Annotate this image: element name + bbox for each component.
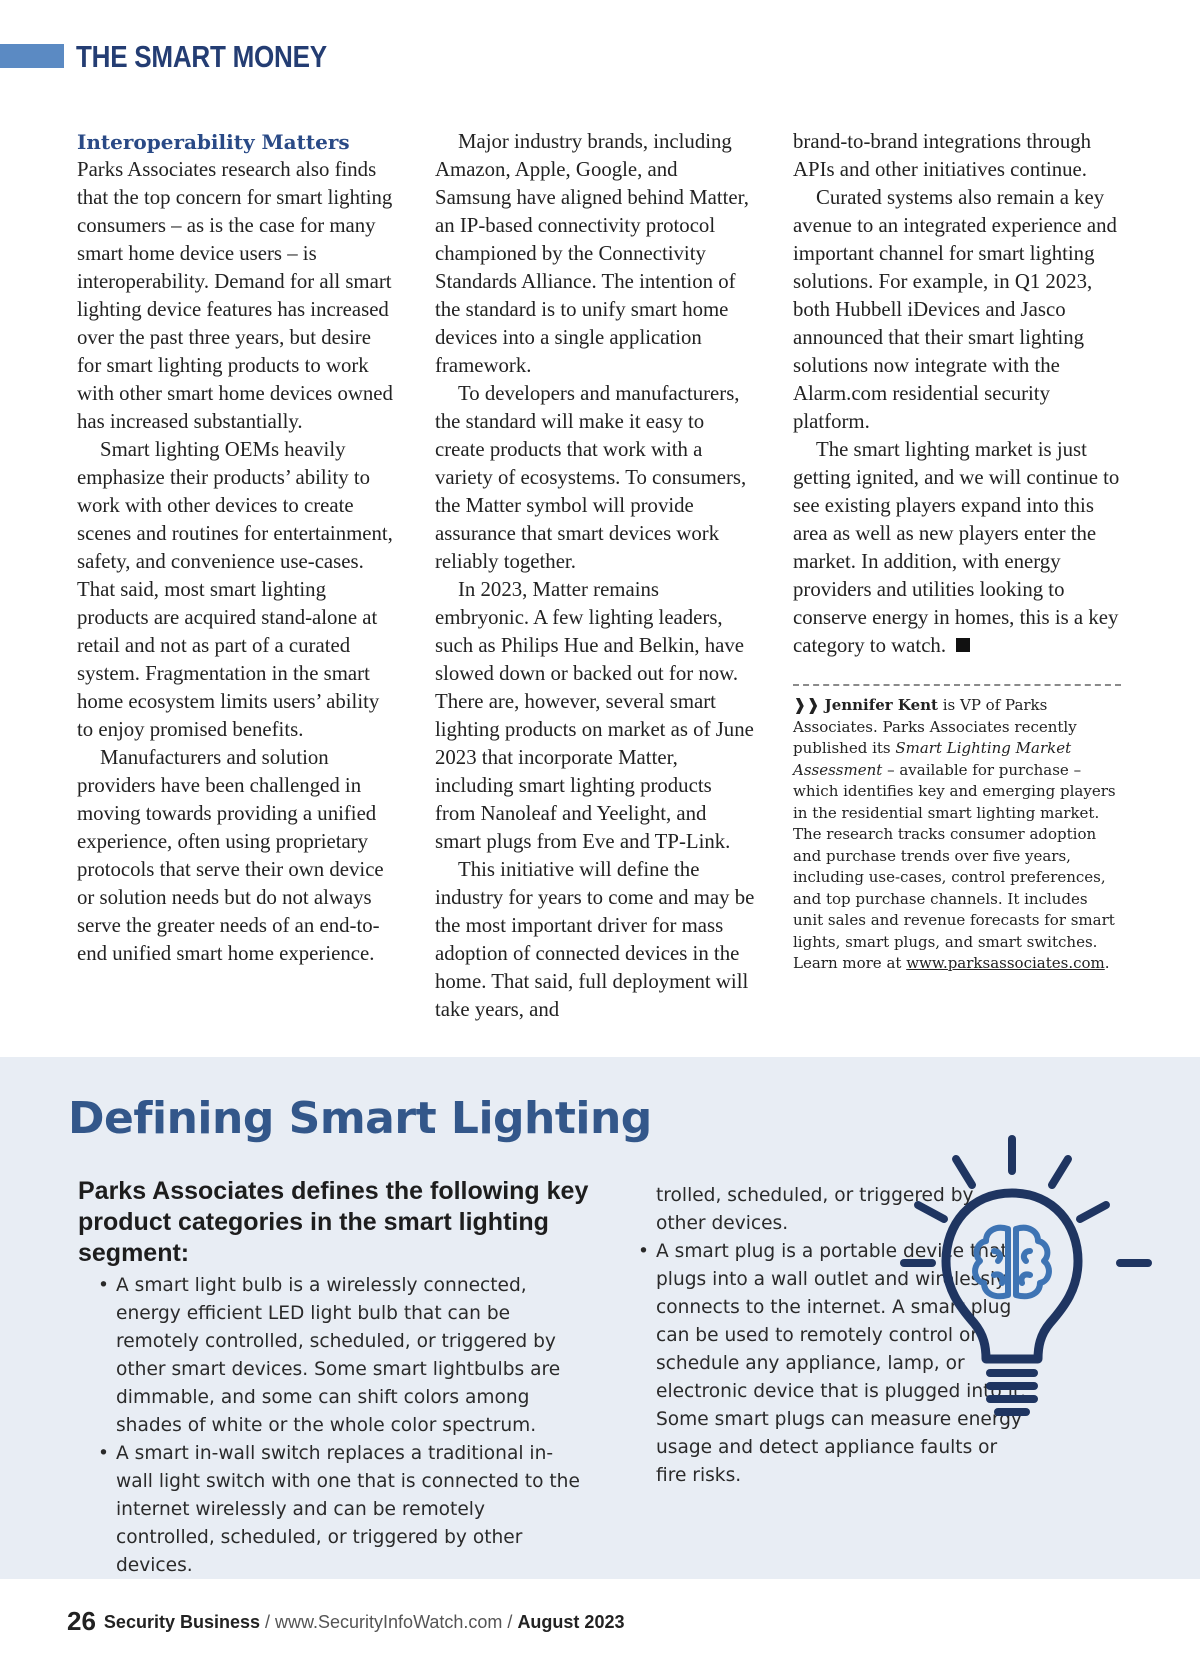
footer-separator: / [260, 1612, 276, 1632]
list-item [98, 1440, 588, 1576]
section-title: THE SMART MONEY [76, 39, 327, 74]
paragraph: To developers and manufacturers, the standard will make it easy to create products that work with a variety of ecosystems. To consumers, the Matter symbol will provide assurance that smart devices work reliably together. [435, 382, 747, 573]
bullet-icon: • [638, 1241, 649, 1262]
paragraph: Parks Associates research also finds that the top concern for smart lighting consumers – as is the case for many smart home device users – is interoperability. Demand for all smart lighting device features has increased over the past three years, but desire for smart lighting products to work with other smart home devices owned has increased substantially. [77, 158, 393, 433]
paragraph: In 2023, Matter remains embryonic. A few lighting leaders, such as Philips Hue and Belkin, have slowed down or backed out for now. There are, however, several smart lighting products on market as of June 2023 that incorporate Matter, including smart lighting products from Nanoleaf and Yeelight, and smart plugs from Eve and TP-Link. [435, 578, 754, 853]
author-name: Jennifer Kent [824, 696, 938, 714]
magazine-name: Security Business [103, 1612, 260, 1632]
list-item-text: A smart in-wall switch replaces a traditional in-wall light switch with one that is connected to the internet wirelessly and can be remotely controlled, scheduled, or triggered by other devices. [116, 1443, 580, 1576]
paragraph: Manufacturers and solution providers have been challenged in moving towards providing a unified experience, often using proprietary protocols that serve their own device or solution needs but do not always serve the greater needs of an end-to-end unified smart home experience. [77, 746, 384, 965]
bio-period: . [1104, 954, 1110, 972]
paragraph: Curated systems also remain a key avenue to an integrated experience and important channel for smart lighting solutions. For example, in Q1 2023, both Hubbell iDevices and Jasco announced that their smart lighting solutions now integrate with the Alarm.com residential security platform. [793, 186, 1117, 433]
issue-date: August 2023 [517, 1612, 625, 1632]
report-title: Smart Lighting Market Assessment [793, 739, 1072, 779]
dashed-divider [793, 684, 1121, 686]
author-bio [793, 694, 1121, 975]
article-column-3 [793, 128, 1121, 975]
bio-text: – available for purchase – which identifies key and emerging players in the residential smart lighting market. The research tracks consumer adoption and purchase trends over five years, including use-cases, control preferences, and top purchase channels. It includes unit sales and revenue forecasts for smart lights, smart plugs, and smart switches. Learn more at [793, 760, 1116, 972]
website-link[interactable]: www.SecurityInfoWatch.com [275, 1612, 503, 1632]
article-subhead: Interoperability Matters [77, 130, 350, 154]
box-lead: Parks Associates defines the following key product categories in the smart lighting segment: [78, 1177, 589, 1267]
bio-text: is VP of Parks Associates. Parks Associates recently published its [793, 696, 1077, 757]
box-title: Defining Smart Lighting [68, 1093, 652, 1144]
lightbulb-brain-icon [890, 1133, 1160, 1433]
bullet-icon: • [98, 1275, 109, 1296]
website-link[interactable]: www.parksassociates.com [906, 954, 1105, 972]
footer-separator: / [502, 1612, 518, 1632]
article-column-2 [435, 128, 757, 1024]
section-color-bar [0, 44, 64, 68]
paragraph: Smart lighting OEMs heavily emphasize their products’ ability to work with other devices to create scenes and routines for entertainment, safety, and convenience use-cases. That said, most smart lighting products are acquired stand-alone at retail and not as part of a curated system. Fragmentation in the smart home ecosystem limits users’ ability to enjoy promised benefits. [77, 438, 393, 741]
paragraph: This initiative will define the industry for years to come and may be the most important driver for mass adoption of connected devices in the home. That said, full deployment will take years, and [435, 858, 755, 1021]
article-column-1 [77, 128, 395, 968]
list-item-text: A smart light bulb is a wirelessly connected, energy efficient LED light bulb that can be remotely controlled, scheduled, or triggered by other smart devices. Some smart lightbulbs are dimmable, and some can shift colors among shades of white or the whole color spectrum. [116, 1275, 561, 1436]
end-mark-icon [956, 638, 970, 652]
paragraph: Major industry brands, including Amazon, Apple, Google, and Samsung have aligned behind Matter, an IP-based connectivity protocol championed by the Connectivity Standards Alliance. The intention of the standard is to unify smart home devices into a single application framework. [435, 130, 749, 377]
list-item-text: A smart plug is a portable device that plugs into a wall outlet and wirelessly connects to the internet. A smart plug can be used to remotely control or schedule any appliance, lamp, or electronic device that is plugged into it. Some smart plugs can measure energy usage and detect appliance faults or fire risks. [656, 1241, 1027, 1486]
paragraph-text: The smart lighting market is just getting ignited, and we will continue to see existing players expand into this area as well as new players enter the market. In addition, with energy providers and utilities looking to conserve energy in homes, this is a key category to watch. [793, 438, 1120, 657]
definition-list-left [98, 1272, 588, 1576]
list-item [98, 1272, 588, 1440]
paragraph-final [793, 436, 1121, 660]
sidebar-box [0, 1057, 1200, 1579]
double-chevron-icon: ❱❱ [793, 695, 820, 714]
list-item-text: trolled, scheduled, or triggered by other devices. [656, 1185, 974, 1234]
bullet-icon: • [98, 1443, 109, 1464]
paragraph: brand-to-brand integrations through APIs and other initiatives continue. [793, 130, 1092, 181]
page-footer [67, 1606, 624, 1637]
page-number: 26 [67, 1606, 96, 1636]
